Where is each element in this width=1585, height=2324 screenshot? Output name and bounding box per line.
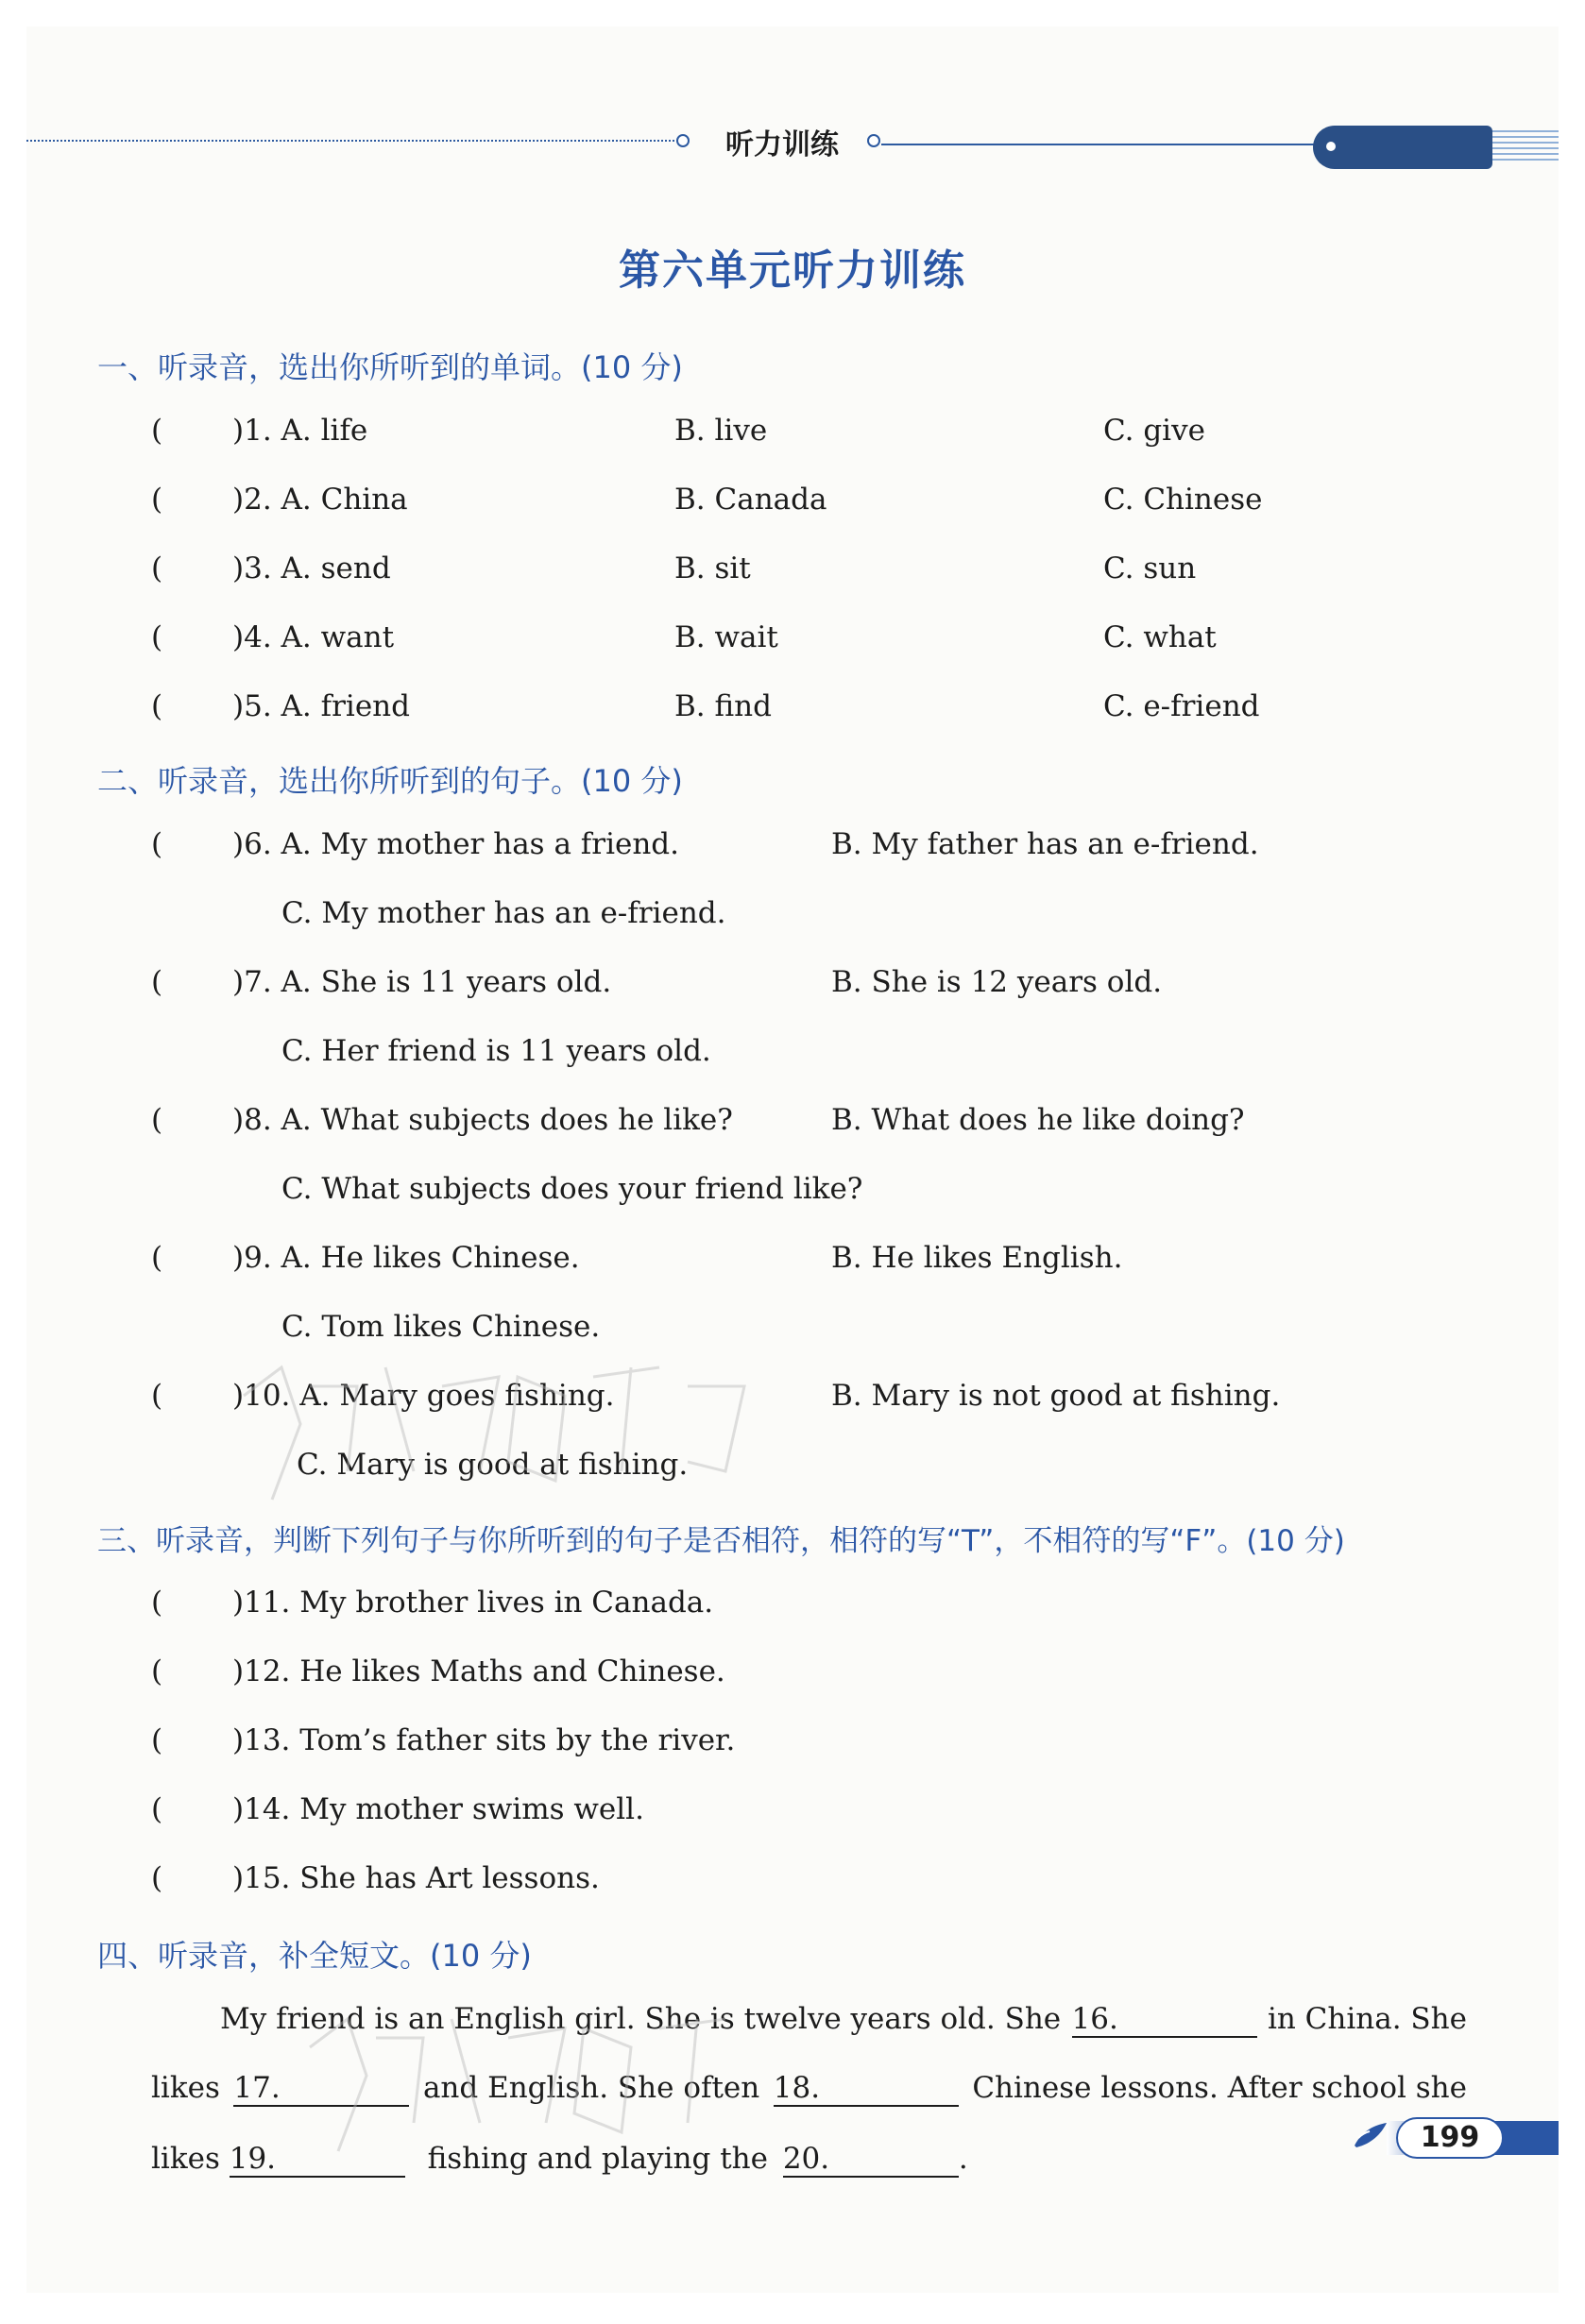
s1-option-c: C. Chinese <box>1103 483 1263 517</box>
page-title: 第六单元听力训练 <box>619 246 966 295</box>
s3-statement: )12. He likes Maths and Chinese. <box>232 1654 725 1688</box>
section-3-heading: 三、听录音，判断下列句子与你所听到的句子是否相符，相符的写“T”，不相符的写“F”。(10 分) <box>97 1524 1345 1558</box>
section-2-heading: 二、听录音，选出你所听到的句子。(10 分) <box>97 763 683 799</box>
passage-text: likes <box>151 2142 220 2176</box>
s2-option-a: )6. A. My mother has a friend. <box>232 827 679 861</box>
s1-option-a: )1. A. life <box>232 414 368 448</box>
leaf-icon <box>1349 2113 1390 2155</box>
passage-text: and English. She often <box>422 2071 760 2105</box>
header-dot-left <box>676 134 690 147</box>
header-stripes <box>1492 130 1559 164</box>
s2-option-c: C. Mary is good at fishing. <box>297 1448 689 1482</box>
answer-paren[interactable]: ( <box>151 414 163 448</box>
header-rule-left <box>26 140 678 142</box>
s2-option-c: C. Her friend is 11 years old. <box>281 1034 711 1068</box>
blank-18[interactable]: 18. <box>774 2071 959 2107</box>
answer-paren[interactable]: ( <box>151 1792 163 1826</box>
s2-option-c: C. My mother has an e-friend. <box>281 896 726 930</box>
blank-20[interactable]: 20. <box>783 2142 959 2178</box>
passage-text: likes <box>151 2071 220 2105</box>
s3-statement: )13. Tom’s father sits by the river. <box>232 1723 736 1757</box>
answer-paren[interactable]: ( <box>151 1654 163 1688</box>
s2-option-b: B. My father has an e-friend. <box>831 827 1259 861</box>
header-rule-right <box>881 144 1335 145</box>
header-tab <box>1313 126 1492 169</box>
s1-option-b: B. find <box>674 689 772 723</box>
s3-statement: )14. My mother swims well. <box>232 1792 644 1826</box>
s1-option-b: B. sit <box>674 551 751 585</box>
s1-option-c: C. sun <box>1103 551 1197 585</box>
passage-text: Chinese lessons. After school she <box>972 2071 1467 2105</box>
s1-option-a: )4. A. want <box>232 620 395 654</box>
s2-option-b: B. What does he like doing? <box>831 1103 1245 1137</box>
s1-option-c: C. e-friend <box>1103 689 1260 723</box>
s2-option-a: )9. A. He likes Chinese. <box>232 1241 580 1275</box>
blank-16[interactable]: 16. <box>1072 2002 1257 2038</box>
passage-line-1 <box>220 2002 1467 2038</box>
passage-text: . <box>958 2142 968 2176</box>
page <box>26 26 1559 2293</box>
blank-17[interactable]: 17. <box>233 2071 409 2107</box>
s3-statement: )15. She has Art lessons. <box>232 1861 600 1895</box>
answer-paren[interactable]: ( <box>151 620 163 654</box>
header-tab-dot <box>1326 142 1336 151</box>
answer-paren[interactable]: ( <box>151 1103 163 1137</box>
passage-line-2 <box>151 2071 1467 2107</box>
passage-text: My friend is an English girl. She is twelve years old. She <box>220 2002 1062 2036</box>
header-dot-right <box>867 134 880 147</box>
s2-option-b: B. Mary is not good at fishing. <box>831 1379 1281 1413</box>
s1-option-c: C. give <box>1103 414 1205 448</box>
answer-paren[interactable]: ( <box>151 965 163 999</box>
passage-text: in China. She <box>1267 2002 1467 2036</box>
s1-option-c: C. what <box>1103 620 1217 654</box>
answer-paren[interactable]: ( <box>151 551 163 585</box>
answer-paren[interactable]: ( <box>151 1586 163 1620</box>
passage-line-3 <box>151 2142 968 2178</box>
s1-option-b: B. wait <box>674 620 778 654</box>
s2-option-a: )7. A. She is 11 years old. <box>232 965 612 999</box>
s2-option-b: B. He likes English. <box>831 1241 1123 1275</box>
s2-option-c: C. Tom likes Chinese. <box>281 1310 601 1344</box>
blank-19[interactable]: 19. <box>230 2142 405 2178</box>
s3-statement: )11. My brother lives in Canada. <box>232 1586 714 1620</box>
s2-option-c: C. What subjects does your friend like? <box>281 1172 863 1206</box>
s1-option-a: )3. A. send <box>232 551 391 585</box>
answer-paren[interactable]: ( <box>151 827 163 861</box>
s2-option-a: )10. A. Mary goes fishing. <box>232 1379 615 1413</box>
s2-option-a: )8. A. What subjects does he like? <box>232 1103 733 1137</box>
s1-option-b: B. Canada <box>674 483 827 517</box>
header-title: 听力训练 <box>725 128 839 161</box>
answer-paren[interactable]: ( <box>151 1241 163 1275</box>
section-1-heading: 一、听录音，选出你所听到的单词。(10 分) <box>97 349 683 385</box>
section-4-heading: 四、听录音，补全短文。(10 分) <box>97 1938 532 1974</box>
answer-paren[interactable]: ( <box>151 1379 163 1413</box>
answer-paren[interactable]: ( <box>151 483 163 517</box>
s1-option-a: )5. A. friend <box>232 689 410 723</box>
answer-paren[interactable]: ( <box>151 689 163 723</box>
page-number: 199 <box>1396 2117 1504 2159</box>
s2-option-b: B. She is 12 years old. <box>831 965 1163 999</box>
answer-paren[interactable]: ( <box>151 1723 163 1757</box>
answer-paren[interactable]: ( <box>151 1861 163 1895</box>
s1-option-a: )2. A. China <box>232 483 408 517</box>
passage-text: fishing and playing the <box>427 2142 768 2176</box>
s1-option-b: B. live <box>674 414 768 448</box>
